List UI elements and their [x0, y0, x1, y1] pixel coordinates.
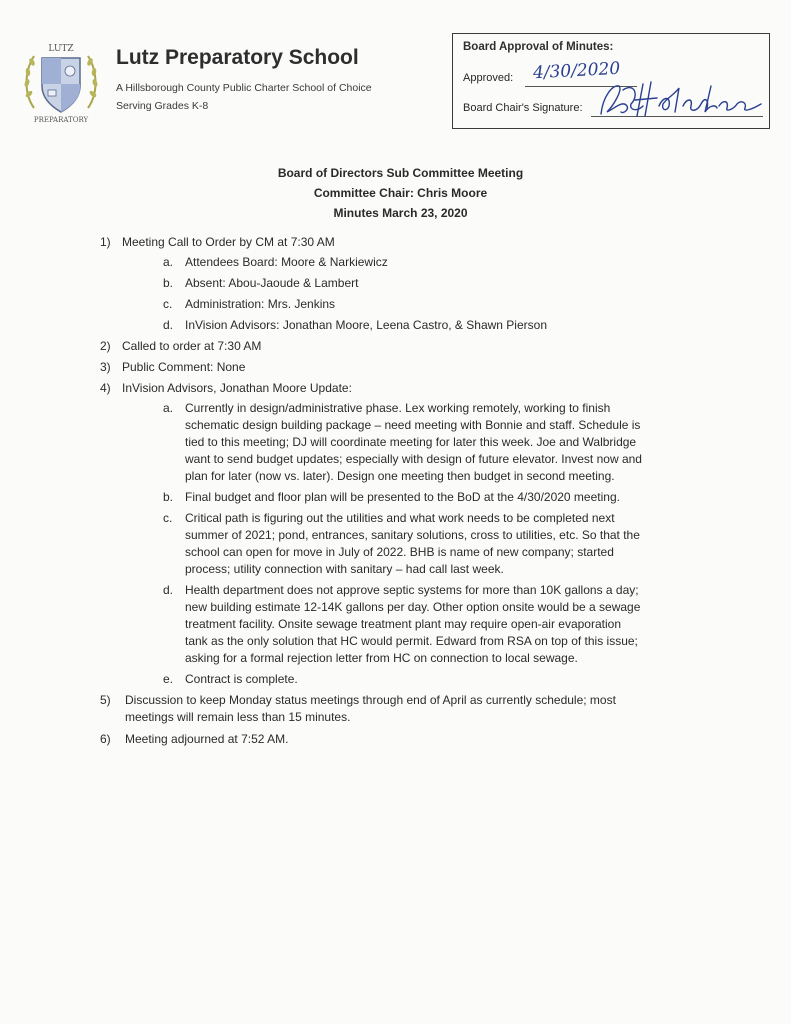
item-number: 3): [100, 360, 111, 374]
subitem-line: plan for later (now vs. later). Design one meeting then budget in second meeting.: [185, 469, 615, 483]
subitem-letter: a.: [163, 401, 174, 415]
school-grades: Serving Grades K-8: [116, 100, 209, 112]
subitem-line: asking for a formal rejection letter from HC on connection to local sewage.: [185, 651, 578, 665]
subitem-line: tank as the only solution that HC would permit. Edward from RSA on top of this issue;: [185, 634, 638, 648]
school-subtitle: A Hillsborough County Public Charter School of Choice: [116, 82, 372, 94]
subitem-letter: d.: [163, 318, 174, 332]
subitem-line: want to send budget updates; especially with design of future elevator. Invest now and: [185, 452, 642, 466]
school-crest-logo: [20, 38, 102, 124]
item-text: InVision Advisors, Jonathan Moore Update:: [122, 381, 352, 395]
approval-title: Board Approval of Minutes:: [463, 41, 614, 53]
handwritten-signature: [593, 76, 769, 122]
item-line: meetings will remain less than 15 minutes.: [125, 710, 351, 724]
minutes-date: Minutes March 23, 2020: [333, 206, 468, 220]
subitem-line: process; utility connection with sanitary – had call last week.: [185, 562, 504, 576]
subitem-line: new building estimate 12-14K gallons per day. Other option onsite would be a sewage: [185, 600, 641, 614]
meeting-title: Board of Directors Sub Committee Meeting: [277, 166, 524, 180]
subitem-text: InVision Advisors: Jonathan Moore, Leena Castro, & Shawn Pierson: [185, 318, 547, 332]
item-line: Discussion to keep Monday status meetings through end of April as currently schedule; most: [125, 693, 616, 707]
subitem-letter: c.: [163, 511, 173, 525]
item-number: 2): [100, 339, 111, 353]
subitem-text: Administration: Mrs. Jenkins: [185, 297, 336, 311]
board-approval-box: [452, 33, 770, 129]
school-name: Lutz Preparatory School: [116, 46, 359, 69]
subitem-line: Health department does not approve septic systems for more than 10K gallons a day;: [185, 583, 639, 597]
subitem-line: schematic design building package – need meeting with Bonnie and staff. Schedule is: [185, 418, 641, 432]
subitem-line: school can open for move in July of 2022. BHB is name of new company; started: [185, 545, 614, 559]
subitem-line: tied to this meeting; DJ will coordinate meeting for later this week. Joe and Walbridge: [185, 435, 637, 449]
subitem-letter: b.: [163, 490, 174, 504]
item-number: 5): [100, 693, 111, 707]
signature-label: Board Chair's Signature:: [463, 102, 583, 114]
subitem-line: Final budget and floor plan will be presented to the BoD at the 4/30/2020 meeting.: [185, 490, 620, 504]
item-number: 4): [100, 381, 111, 395]
approved-label: Approved:: [463, 72, 514, 84]
subitem-line: Contract is complete.: [185, 672, 298, 686]
subitem-letter: a.: [163, 255, 174, 269]
subitem-letter: e.: [163, 672, 174, 686]
item-text: Meeting adjourned at 7:52 AM.: [125, 732, 289, 746]
crest-top-text: LUTZ: [48, 44, 74, 54]
subitem-text: Attendees Board: Moore & Narkiewicz: [185, 255, 388, 269]
subitem-line: Critical path is figuring out the utilities and what work needs to be completed next: [185, 511, 615, 525]
subitem-letter: d.: [163, 583, 174, 597]
item-text: Called to order at 7:30 AM: [122, 339, 262, 353]
crest-bottom-text: PREPARATORY: [33, 116, 89, 124]
item-text: Meeting Call to Order by CM at 7:30 AM: [122, 235, 335, 249]
item-text: Public Comment: None: [122, 360, 246, 374]
meeting-title-block: [0, 163, 791, 223]
subitem-text: Absent: Abou-Jaoude & Lambert: [185, 276, 359, 290]
subitem-line: treatment facility. Onsite sewage treatment plant may require open-air evaporation: [185, 617, 621, 631]
subitem-line: Currently in design/administrative phase. Lex working remotely, working to finish: [185, 401, 611, 415]
item-number: 6): [100, 732, 111, 746]
subitem-line: summer of 2021; pond, entrances, sanitary solutions, cross to utilities, etc. So that the: [185, 528, 640, 542]
subitem-letter: b.: [163, 276, 174, 290]
item-number: 1): [100, 235, 111, 249]
subitem-letter: c.: [163, 297, 173, 311]
committee-chair: Committee Chair: Chris Moore: [313, 186, 488, 200]
approved-date: 4/30/2020: [532, 58, 621, 84]
